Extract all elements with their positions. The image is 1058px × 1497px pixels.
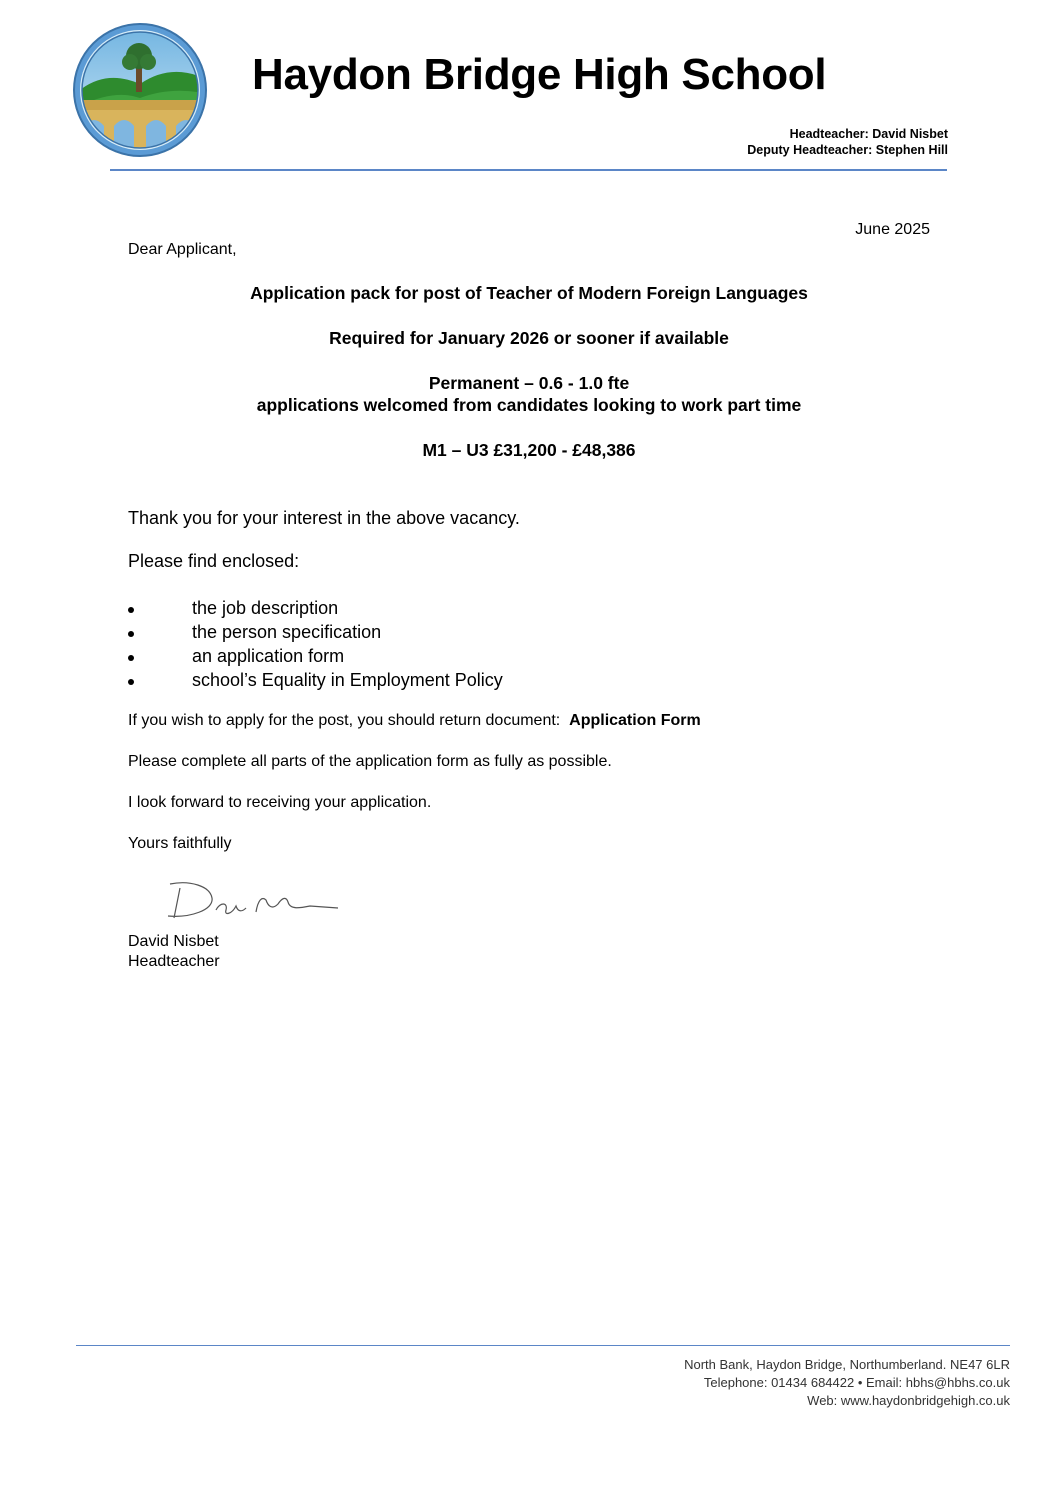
salary-line: M1 – U3 £31,200 - £48,386 <box>422 440 636 460</box>
start-date-line: Required for January 2026 or sooner if available <box>329 328 729 348</box>
school-name: Haydon Bridge High School <box>252 50 827 99</box>
apply-paragraph <box>128 712 701 730</box>
deputy-headteacher-line: Deputy Headteacher: Stephen Hill <box>747 143 948 157</box>
list-item-text: school’s Equality in Employment Policy <box>192 670 503 690</box>
list-item-text: the job description <box>192 598 339 618</box>
bullet-icon <box>128 655 134 661</box>
footer-address: North Bank, Haydon Bridge, Northumberland. NE47 6LR <box>684 1357 1010 1372</box>
signature-icon <box>150 876 340 926</box>
footer-divider <box>76 1345 1010 1346</box>
greeting: Dear Applicant, <box>128 241 237 258</box>
list-item-text: the person specification <box>192 622 382 642</box>
thanks-paragraph: Thank you for your interest in the above vacancy. <box>128 508 520 528</box>
footer-contact: Telephone: 01434 684422 • Email: hbhs@hbhs.co.uk <box>703 1375 1010 1390</box>
bullet-icon <box>128 679 134 685</box>
closing: Yours faithfully <box>128 835 232 852</box>
headteacher-line: Headteacher: David Nisbet <box>789 127 948 141</box>
letter-date: June 2025 <box>855 221 930 238</box>
post-title: Application pack for post of Teacher of Modern Foreign Languages <box>250 283 808 303</box>
list-item-text: an application form <box>192 646 345 666</box>
bullet-icon <box>128 607 134 613</box>
signer-role: Headteacher <box>128 953 220 970</box>
contract-line: Permanent – 0.6 - 1.0 fte <box>428 373 630 393</box>
forward-paragraph: I look forward to receiving your application. <box>128 794 432 811</box>
footer-web: Web: www.haydonbridgehigh.co.uk <box>807 1393 1010 1408</box>
school-crest-icon <box>72 22 208 158</box>
complete-paragraph: Please complete all parts of the application form as fully as possible. <box>128 753 612 770</box>
apply-document: Application Form <box>569 712 701 729</box>
signer-name: David Nisbet <box>128 933 219 950</box>
part-time-line: applications welcomed from candidates looking to work part time <box>256 395 802 415</box>
bullet-icon <box>128 631 134 637</box>
header-divider <box>110 169 947 171</box>
enclosed-intro: Please find enclosed: <box>128 551 300 571</box>
apply-text: If you wish to apply for the post, you should return document: <box>128 712 561 729</box>
